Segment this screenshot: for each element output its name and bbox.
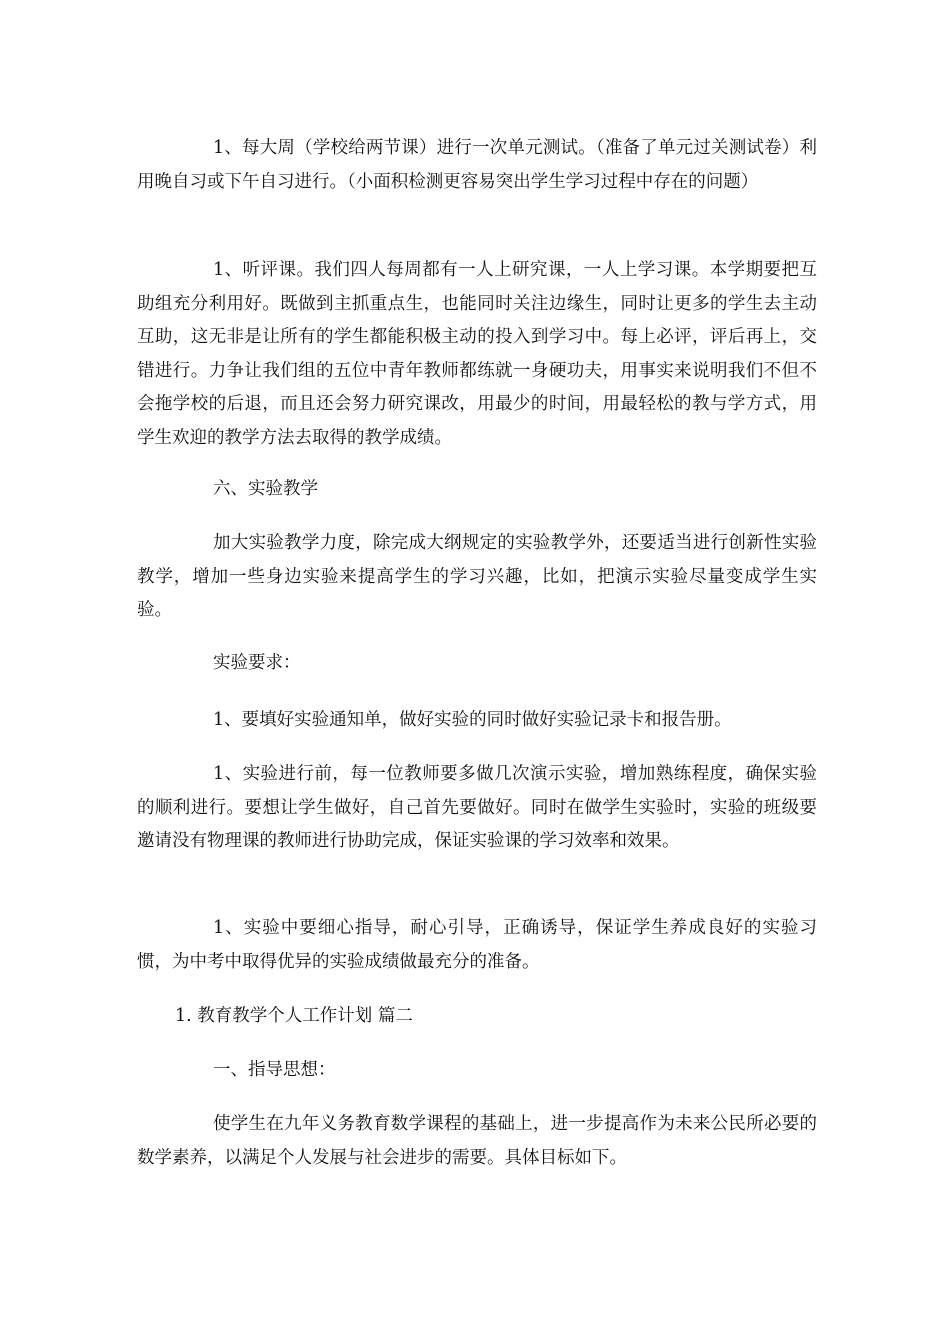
paragraph-unit-test: 1、每大周（学校给两节课）进行一次单元测试。（准备了单元过关测试卷）利用晚自习或下午自习进行。（小面积检测更容易突出学生学习过程中存在的问题） — [137, 138, 817, 192]
paragraph-guiding-thought: 使学生在九年义务教育数学课程的基础上，进一步提高作为未来公民所必要的数学素养，以满足个人发展与社会进步的需要。具体目标如下。 — [137, 1114, 817, 1168]
paragraph-experiment-requirements: 实验要求： — [213, 653, 301, 673]
paragraph-lesson-evaluation: 1、听评课。我们四人每周都有一人上研究课，一人上学习课。本学期要把互助组充分利用好。既做到主抓重点生，也能同时关注边缘生，同时让更多的学生去主动互助，这无非是让所有的学生都能积极主动的投入到学习中。每上必评，评后再上，交错进行。力争让我们组的五位中青年教师都练就一身硬功夫，用事实来说明我们不但不会拖学校的后退，而且还会努力研究课改，用最少的时间，用最轻松的教与学方式，用学生欢迎的教学方法去取得的教学成绩。 — [137, 260, 817, 448]
paragraph-experiment-preparation: 1、实验进行前，每一位教师要多做几次演示实验，增加熟练程度，确保实验的顺利进行。要想让学生做好，自己首先要做好。同时在做学生实验时，实验的班级要邀请没有物理课的教师进行协助完成，保证实验课的学习效率和效果。 — [137, 764, 817, 851]
paragraph-experiment-guidance: 1、实验中要细心指导，耐心引导，正确诱导，保证学生养成良好的实验习惯，为中考中取得优异的实验成绩做最充分的准备。 — [137, 918, 817, 972]
section-heading-guiding-thought: 一、指导思想： — [213, 1060, 336, 1080]
paragraph-experiment-notice: 1、要填好实验通知单，做好实验的同时做好实验记录卡和报告册。 — [213, 710, 732, 730]
section-heading-plan-part-two: 1. 教育教学个人工作计划 篇二 — [175, 1006, 413, 1026]
paragraph-experiment-intensity: 加大实验教学力度，除完成大纲规定的实验教学外，还要适当进行创新性实验教学，增加一些身边实验来提高学生的学习兴趣，比如，把演示实验尽量变成学生实验。 — [137, 533, 817, 620]
section-heading-experiment-teaching: 六、实验教学 — [213, 479, 318, 499]
